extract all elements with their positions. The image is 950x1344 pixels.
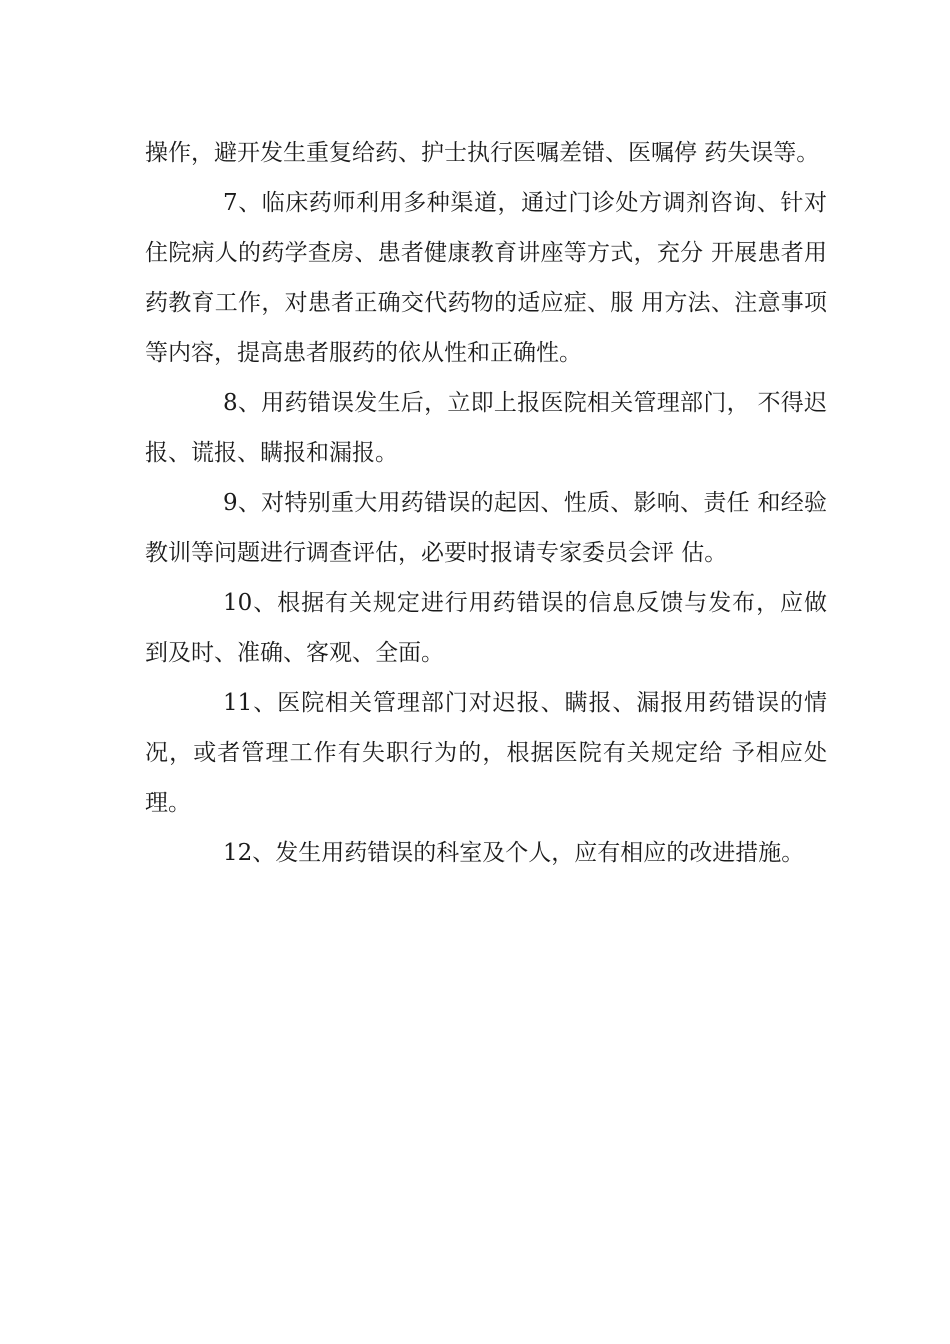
- paragraph-item-10: 10、根据有关规定进行用药错误的信息反馈与发布，应做到及时、准确、客观、全面。: [145, 590, 827, 666]
- paragraph-continuation: 操作，避开发生重复给药、护士执行医嘱差错、医嘱停 药失误等。: [145, 140, 820, 166]
- paragraph-item-7: 7、临床药师利用多种渠道，通过门诊处方调剂咨询、针对住院病人的药学查房、患者健康教育讲座等方式，充分 开展患者用药教育工作，对患者正确交代药物的适应症、服 用方法、注意事项等内容，提高患者服药的依从性和正确性。: [145, 190, 827, 366]
- paragraph-item-8: 8、用药错误发生后，立即上报医院相关管理部门， 不得迟报、谎报、瞒报和漏报。: [145, 390, 827, 466]
- document-body: [145, 128, 827, 878]
- paragraph-item-11: 11、医院相关管理部门对迟报、瞒报、漏报用药错误的情况，或者管理工作有失职行为的，根据医院有关规定给 予相应处理。: [145, 690, 827, 816]
- paragraph-item-12: 12、发生用药错误的科室及个人，应有相应的改进措施。: [223, 840, 805, 866]
- paragraph-item-9: 9、对特别重大用药错误的起因、性质、影响、责任 和经验教训等问题进行调查评估，必要时报请专家委员会评 估。: [145, 490, 827, 566]
